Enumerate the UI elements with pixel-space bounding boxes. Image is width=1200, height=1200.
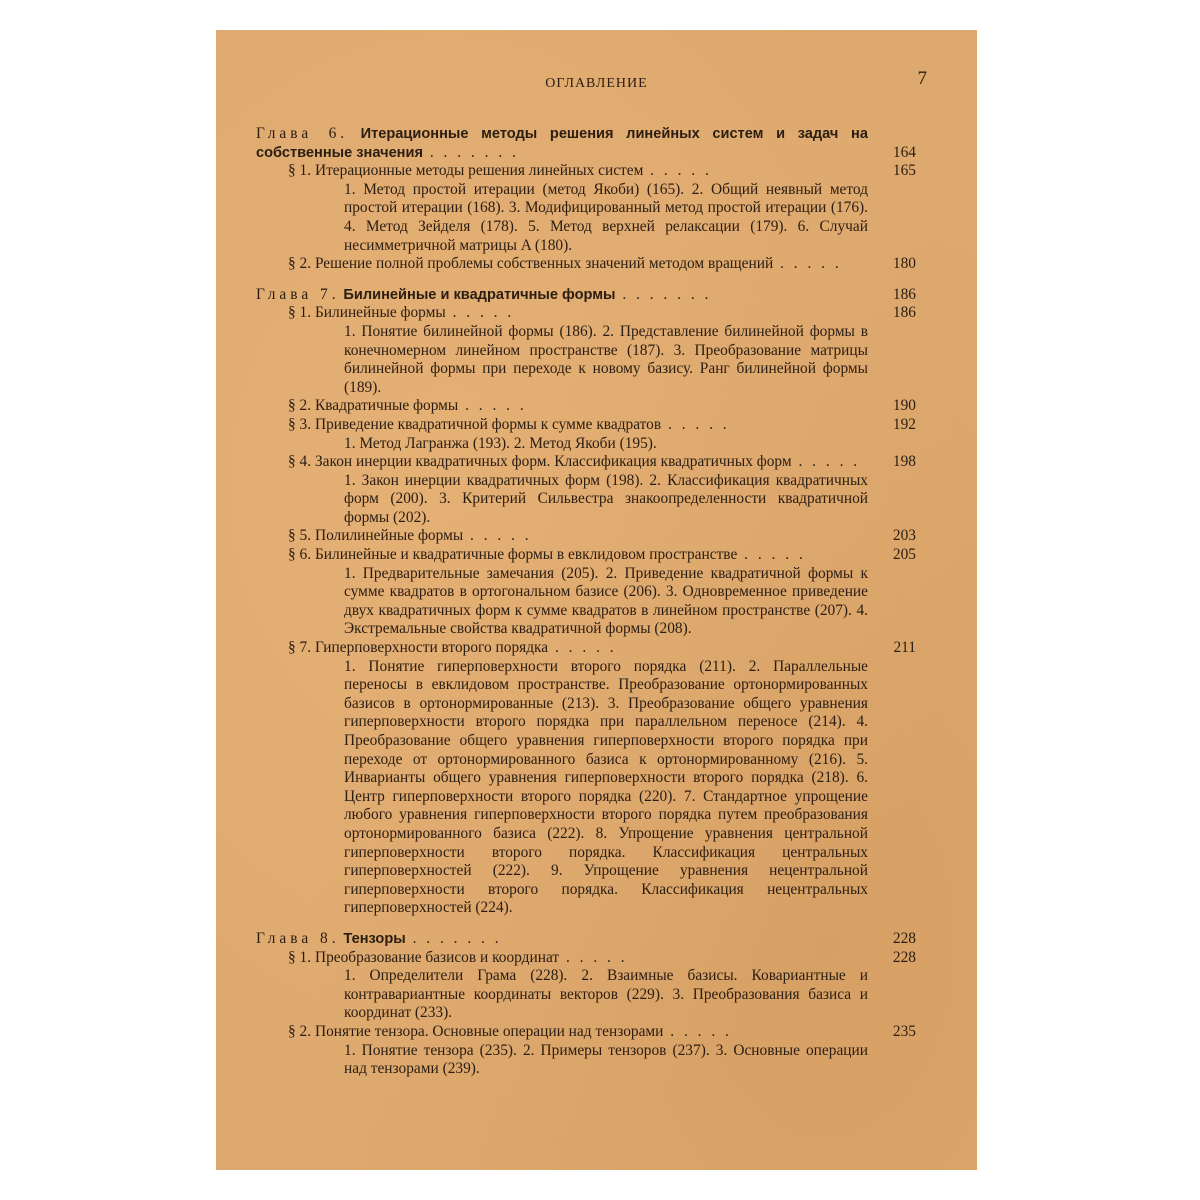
chapter-label: Глава 8. xyxy=(256,929,340,947)
section-heading xyxy=(288,304,916,323)
table-of-contents xyxy=(256,125,916,1091)
section-number: § 4. xyxy=(288,453,312,471)
subsection-list: 1. Понятие тензора (235). 2. Примеры тензоров (237). 3. Основные операции над тензорами (239). xyxy=(344,1041,868,1078)
chapter-heading xyxy=(256,930,916,949)
chapter-title: Итерационные методы решения линейных систем и задач на собственные значения xyxy=(256,126,868,161)
section-title: Билинейные формы xyxy=(314,304,446,322)
chapter-label: Глава 7. xyxy=(256,285,340,303)
section-number: § 1. xyxy=(288,948,312,966)
toc-section xyxy=(256,453,916,527)
section-number: § 2. xyxy=(288,255,312,273)
section-number: § 7. xyxy=(288,639,312,657)
toc-chapter xyxy=(256,286,916,918)
toc-chapter xyxy=(256,930,916,1079)
section-page: 198 xyxy=(892,453,916,471)
section-number: § 3. xyxy=(288,415,312,433)
section-heading xyxy=(288,397,916,416)
section-number: § 2. xyxy=(288,1022,312,1040)
subsection-list: 1. Понятие гиперповерхности второго порядка (211). 2. Параллельные переносы в евклидовом пространстве. Преобразование ортонормированных базисов в ортонормированные (213). 3. Преобразование общего уравнения гиперповерхности второго порядка при параллельном переносе (214). 4. Преобразование общего уравнения гиперповерхности второго порядка при переходе от ортонормированного базиса к ортонормированному (216). 5. Инварианты общего уравнения гиперповерхности второго порядка (218). 6. Центр гиперповерхности второго порядка (220). 7. Стандартное упрощение любого уравнения гиперповерхности второго порядка путем преобразования ортонормированного базиса (222). 8. Упрощение уравнения центральной гиперповерхности второго порядка. Классификация центральных гиперповерхностей (222). 9. Упрощение уравнения нецентральной гиперповерхности второго порядка. Классификация нецентральных гиперповерхностей (224). xyxy=(344,657,868,917)
dot-leader: . . . . . . . xyxy=(615,285,712,303)
section-heading xyxy=(288,255,916,274)
dot-leader: . . . . . xyxy=(661,415,730,433)
section-heading xyxy=(288,949,916,968)
toc-section xyxy=(256,416,916,453)
section-title: Решение полной проблемы собственных значений методом вращений xyxy=(314,255,774,273)
dot-leader: . . . . . . . xyxy=(423,143,519,161)
section-number: § 2. xyxy=(288,397,312,415)
section-number: § 5. xyxy=(288,527,312,545)
section-heading xyxy=(288,639,916,658)
chapter-page: 228 xyxy=(892,929,916,947)
subsection-list: 1. Метод Лагранжа (193). 2. Метод Якоби (195). xyxy=(344,434,657,452)
subsection-list: 1. Метод простой итерации (метод Якоби) (165). 2. Общий неявный метод простой итерации (168). 3. Модифицированный метод простой итерации (176). 4. Метод Зейделя (178). 5. Метод верхней релаксации (179). 6. Случай несимметричной матрицы A (180). xyxy=(344,180,868,254)
toc-section xyxy=(256,397,916,416)
dot-leader: . . . . . xyxy=(458,397,527,415)
section-page: 228 xyxy=(892,948,916,966)
toc-section xyxy=(256,949,916,1023)
section-title: Понятие тензора. Основные операции над тензорами xyxy=(314,1022,664,1040)
section-heading xyxy=(288,527,916,546)
page-number: 7 xyxy=(917,68,927,89)
section-number: § 1. xyxy=(288,162,312,180)
chapter-heading xyxy=(256,125,916,162)
section-title: Полилинейные формы xyxy=(314,527,464,545)
section-title: Билинейные и квадратичные формы в евклидовом пространстве xyxy=(314,546,738,564)
toc-section xyxy=(256,255,916,274)
toc-chapter xyxy=(256,125,916,274)
dot-leader: . . . . . xyxy=(463,527,532,545)
toc-section xyxy=(256,527,916,546)
toc-section xyxy=(256,639,916,918)
subsection-list: 1. Понятие билинейной формы (186). 2. Представление билинейной формы в конечномерном линейном пространстве (187). 3. Преобразование матрицы билинейной формы при переходе к новому базису. Ранг билинейной формы (189). xyxy=(344,322,868,396)
section-page: 190 xyxy=(892,397,916,415)
chapter-page: 186 xyxy=(892,285,916,303)
section-page: 235 xyxy=(892,1022,916,1040)
toc-section xyxy=(256,162,916,255)
chapter-label: Глава 6. xyxy=(256,125,349,142)
section-page: 180 xyxy=(892,255,916,273)
toc-section xyxy=(256,546,916,639)
section-title: Итерационные методы решения линейных систем xyxy=(314,162,644,180)
toc-section xyxy=(256,304,916,397)
book-page xyxy=(216,30,977,1170)
chapter-heading xyxy=(256,286,916,305)
section-heading xyxy=(288,1023,916,1042)
toc-section xyxy=(256,1023,916,1079)
dot-leader: . . . . . xyxy=(773,255,842,273)
dot-leader: . . . . . xyxy=(445,304,515,322)
subsection-list: 1. Предварительные замечания (205). 2. Приведение квадратичной формы к сумме квадратов в ортогональном базисе (206). 3. Одновременное приведение двух квадратичных форм к сумме квадратов в линейном пространстве (207). 4. Экстремальные свойства квадратичной формы (208). xyxy=(344,564,868,638)
subsection-list: 1. Закон инерции квадратичных форм (198). 2. Классификация квадратичных форм (200). 3. Критерий Сильвестра знакоопределенности квадратичной формы (202). xyxy=(344,471,868,526)
dot-leader: . . . . . xyxy=(559,948,628,966)
section-title: Гиперповерхности второго порядка xyxy=(314,639,549,657)
section-number: § 6. xyxy=(288,546,312,564)
section-page: 203 xyxy=(892,527,916,545)
section-heading xyxy=(288,162,916,181)
section-title: Приведение квадратичной формы к сумме квадратов xyxy=(314,415,662,433)
dot-leader: . . . . . xyxy=(791,453,861,471)
dot-leader: . . . . . xyxy=(643,162,712,180)
section-heading xyxy=(288,453,916,472)
section-heading xyxy=(288,546,916,565)
section-heading xyxy=(288,416,916,435)
chapter-title: Тензоры xyxy=(343,930,406,947)
chapter-page: 164 xyxy=(892,143,916,161)
dot-leader: . . . . . . . xyxy=(405,929,502,947)
dot-leader: . . . . . xyxy=(737,546,806,564)
section-page: 205 xyxy=(892,546,916,564)
section-page: 211 xyxy=(893,639,916,657)
section-page: 192 xyxy=(892,415,916,433)
section-title: Квадратичные формы xyxy=(314,397,459,415)
chapter-title: Билинейные и квадратичные формы xyxy=(343,286,616,303)
dot-leader: . . . . . xyxy=(548,639,617,657)
subsection-list: 1. Определители Грама (228). 2. Взаимные базисы. Ковариантные и контравариантные координаты векторов (229). 3. Преобразования базиса и координат (233). xyxy=(344,967,868,1022)
section-page: 165 xyxy=(892,162,916,180)
running-head: ОГЛАВЛЕНИЕ xyxy=(545,76,648,91)
section-title: Закон инерции квадратичных форм. Классификация квадратичных форм xyxy=(314,453,792,471)
section-title: Преобразование базисов и координат xyxy=(314,948,560,966)
section-page: 186 xyxy=(892,304,916,322)
section-number: § 1. xyxy=(288,304,312,322)
dot-leader: . . . . . xyxy=(663,1022,732,1040)
